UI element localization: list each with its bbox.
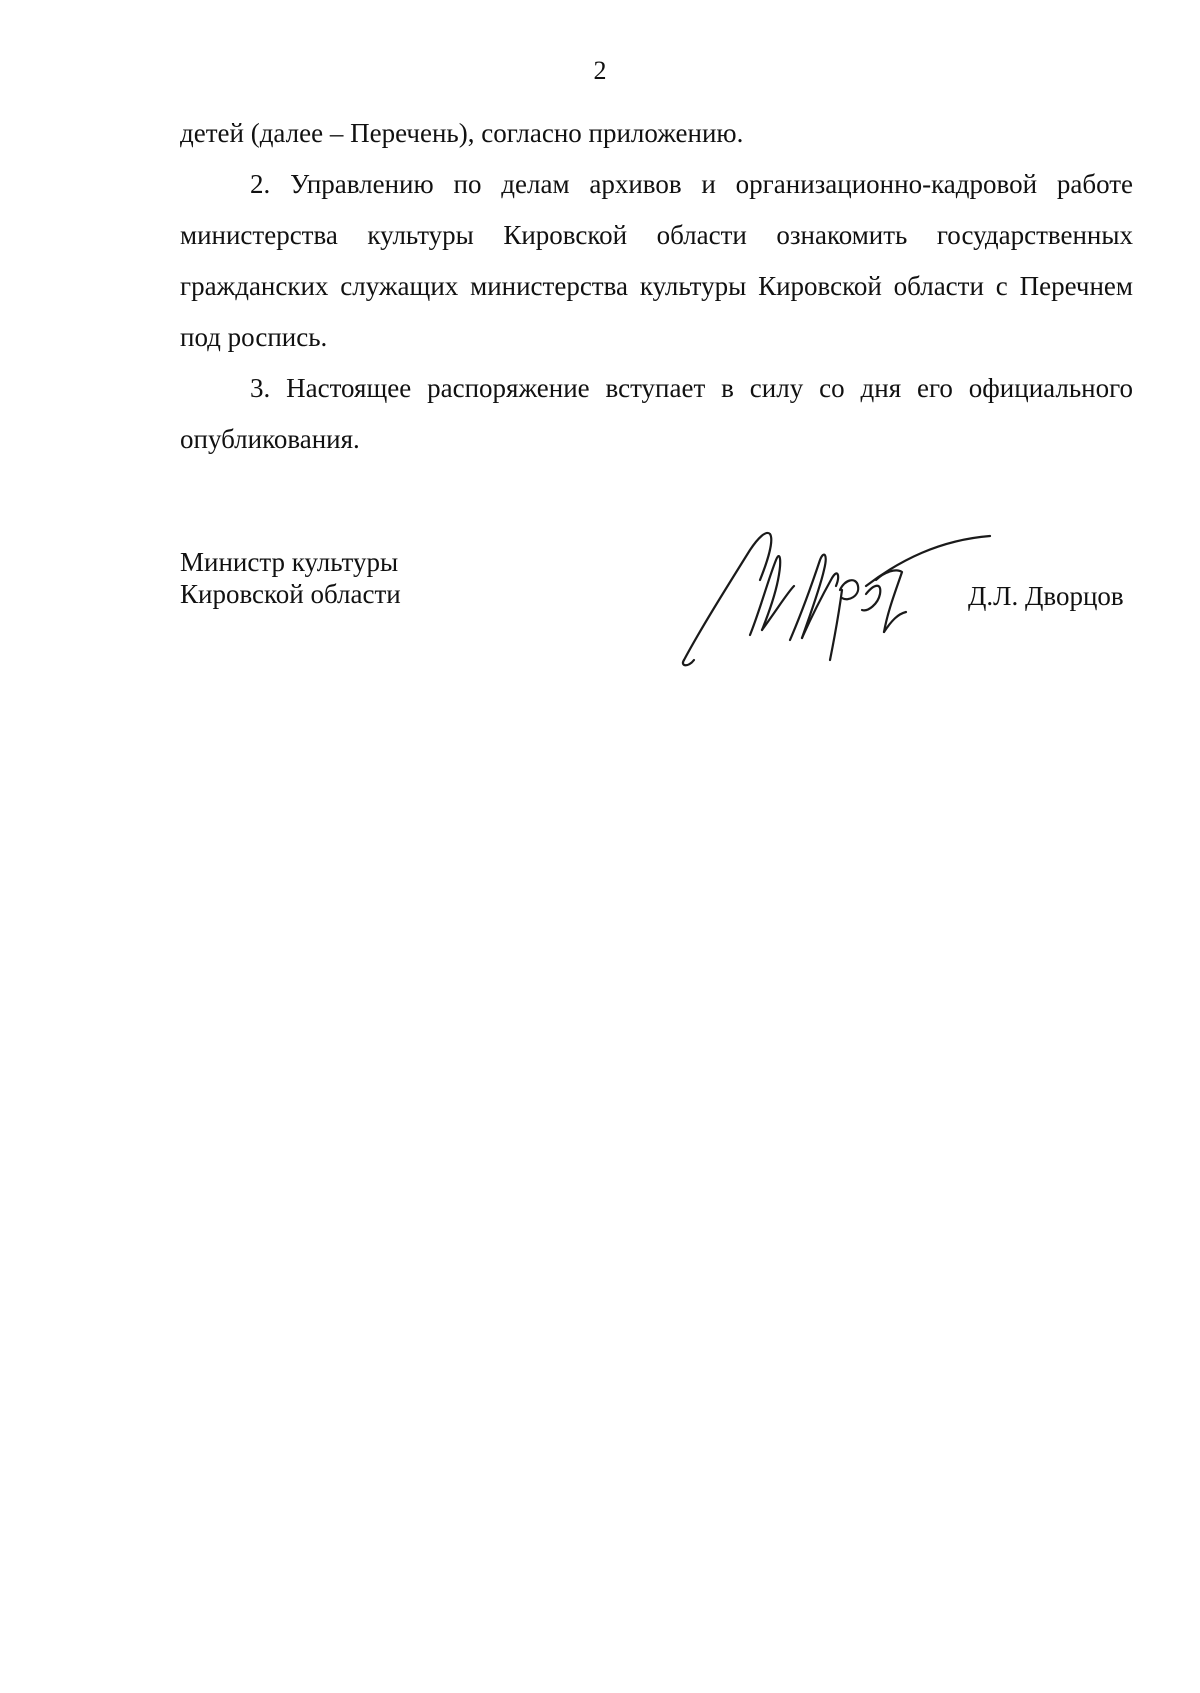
page-number: 2 [593, 56, 607, 85]
signer-name: Д.Л. Дворцов [968, 581, 1124, 611]
document-body [180, 108, 1133, 465]
paragraph-item-2: 2. Управлению по делам архивов и организационно-кадровой работе министерства культуры Кировской области ознакомить государственных гражданских служащих министерства культуры Кировской области с Перечнем под роспись. [180, 169, 1133, 352]
signatory-position [180, 546, 401, 610]
position-line-2: Кировской области [180, 579, 401, 609]
position-line-1: Министр культуры [180, 547, 399, 577]
handwritten-signature-icon [670, 520, 1010, 670]
paragraph-item-3: 3. Настоящее распоряжение вступает в силу со дня его официального опубликования. [180, 373, 1133, 454]
paragraph-continuation: детей (далее – Перечень), согласно приложению. [180, 118, 744, 148]
